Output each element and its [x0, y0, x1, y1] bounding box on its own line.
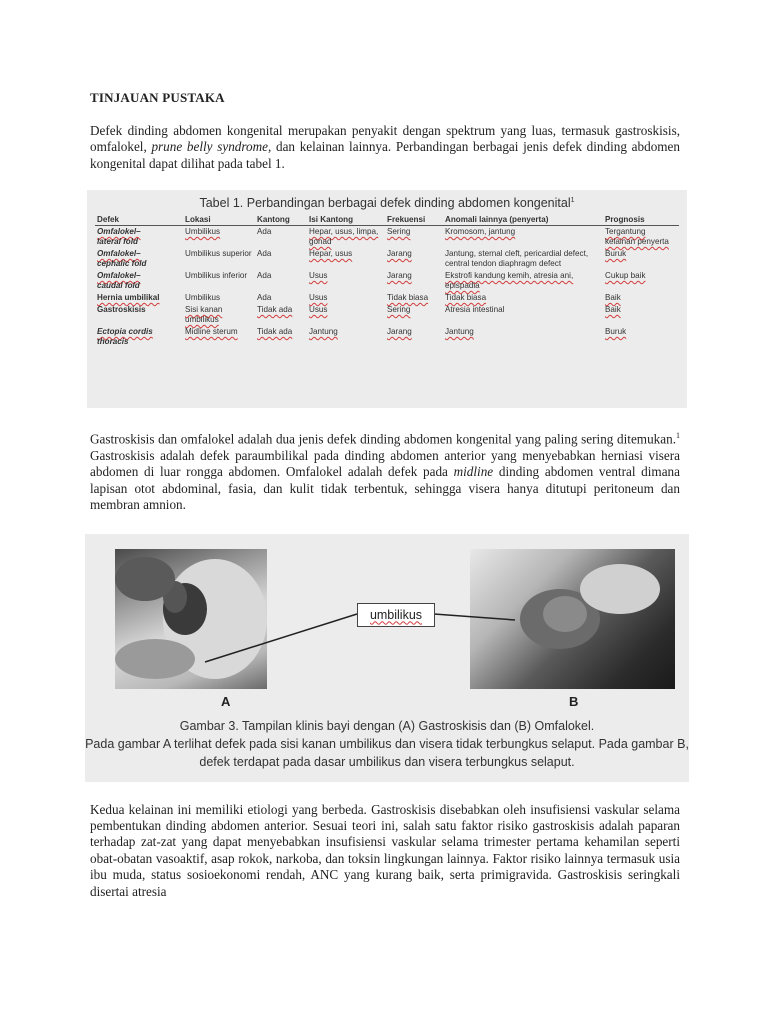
header-cell: Kantong: [255, 214, 307, 226]
cell-anomali: Atresia intestinal: [445, 305, 505, 315]
document-page: [85, 90, 689, 900]
cell-frekuensi: Jarang: [387, 249, 412, 259]
cell-kantong: Ada: [257, 293, 272, 303]
table-row: [95, 326, 679, 348]
cell-kantong: Tidak ada: [257, 327, 293, 337]
cell-kantong: Ada: [257, 227, 272, 237]
cell-lokasi: Midline sterum: [185, 327, 238, 337]
cell-lokasi: Umbilikus: [185, 227, 221, 237]
header-cell: Lokasi: [183, 214, 255, 226]
cell-lokasi: Umbilikus superior: [185, 249, 252, 259]
cell-kantong: Ada: [257, 249, 272, 259]
caption-line: Gambar 3. Tampilan klinis bayi dengan (A) Gastroskisis dan (B) Omfalokel.: [179, 718, 595, 733]
header-cell: Isi Kantong: [307, 214, 385, 226]
label-a: A: [221, 693, 231, 709]
cell-isi: Usus: [309, 271, 328, 281]
cell-lokasi: Sisi kanan umbilikus: [185, 305, 223, 325]
cell-frekuensi: Sering: [387, 227, 411, 237]
caption-line: Pada gambar A terlihat defek pada sisi kanan umbilikus dan visera tidak terbungkus selaput. Pada gambar B,: [85, 736, 689, 751]
cell-prognosis: Buruk: [605, 249, 627, 259]
cell-isi: Jantung: [309, 327, 338, 337]
cell-lokasi: Umbilikus inferior: [185, 271, 248, 281]
cell-isi: Usus: [309, 305, 328, 315]
cell-isi: Usus: [309, 293, 328, 303]
table-title: Tabel 1. Perbandingan berbagai defek dinding abdomen kongenital$^1$: [199, 196, 575, 211]
cell-prognosis: Baik: [605, 293, 621, 303]
paragraph-etiology: Kedua kelainan ini memiliki etiologi yang berbeda. Gastroskisis disebabkan oleh insufisiensi vaskular selama pembentukan dinding abdomen anterior. Sesuai teori ini, salah satu faktor risiko gastroskisis adalah paparan terhadap zat-zat yang dapat menyebabkan insufisiensi vaskular selama trimester pertama kehamilan seperti obat-obatan vasoaktif, asap rokok, narkoba, dan toksin lingkungan lainnya. Faktor risiko lainnya termasuk usia ibu muda, status sosioekonomi rendah, ANC yang kurang baik, serta primigravida. Gastroskisis seringkali disertai atresia: [90, 801, 680, 899]
header-cell: Anomali lainnya (penyerta): [443, 214, 603, 226]
header-cell: Frekuensi: [385, 214, 443, 226]
label-b: B: [569, 693, 579, 709]
footnote-ref: 1: [676, 431, 680, 441]
table-row: [95, 292, 679, 304]
cell-defek: Ectopia cordis thoracis: [97, 327, 153, 347]
italic-term: prune belly syndrome: [151, 139, 268, 155]
table-figure: [87, 190, 687, 408]
table-row: [95, 270, 679, 292]
cell-anomali: Jantung: [445, 327, 474, 337]
figure-caption: [85, 717, 689, 771]
italic-term: midline: [453, 464, 494, 480]
cell-isi: Hepar, usus, limpa, gonad: [309, 227, 379, 247]
cell-anomali: Kromosom, jantung: [445, 227, 516, 237]
text: Defek dinding abdomen kongenital merupakan penyakit dengan spektrum yang luas, termasuk gastroskisis, omfalokel,: [90, 123, 680, 155]
cell-defek: Hernia umbilikal: [97, 293, 160, 303]
table-row: [95, 226, 679, 249]
header-cell: Prognosis: [603, 214, 679, 226]
cell-frekuensi: Tidak biasa: [387, 293, 429, 303]
cell-defek: Omfalokel– cephalic fold: [97, 249, 147, 269]
comparison-table: [95, 214, 679, 348]
cell-lokasi: Umbilikus: [185, 293, 221, 303]
caption-line: defek terdapat pada dasar umbilikus dan visera terbungkus selaput.: [199, 754, 575, 769]
cell-defek: Gastroskisis: [97, 305, 146, 315]
cell-prognosis: Baik: [605, 305, 621, 315]
cell-anomali: Tidak biasa: [445, 293, 487, 303]
table-row: [95, 248, 679, 270]
cell-anomali: Jantung, sternal cleft, pericardial defect, central tendon diaphragm defect: [445, 249, 589, 269]
cell-frekuensi: Sering: [387, 305, 411, 315]
cell-prognosis: Tergantung kelainan penyerta: [605, 227, 669, 247]
section-heading: TINJAUAN PUSTAKA: [90, 90, 225, 105]
cell-defek: Omfalokel– lateral fold: [97, 227, 141, 247]
cell-anomali: Ekstrofi kandung kemih, atresia ani, epispadia: [445, 271, 574, 291]
table-header-row: [95, 214, 679, 226]
cell-prognosis: Cukup baik: [605, 271, 646, 281]
cell-prognosis: Buruk: [605, 327, 627, 337]
cell-frekuensi: Jarang: [387, 271, 412, 281]
cell-frekuensi: Jarang: [387, 327, 412, 337]
clinical-photo-figure: [85, 534, 689, 782]
table-row: [95, 304, 679, 326]
umbilikus-callout: umbilikus: [357, 603, 435, 627]
cell-kantong: Tidak ada: [257, 305, 293, 315]
paragraph-definitions: Gastroskisis dan omfalokel adalah dua jenis defek dinding abdomen kongenital yang paling sering ditemukan.$^1$ Gastroskisis adalah defek paraumbilikal pada dinding abdomen anterior yang menyebabkan herniasi visera abdomen di luar rongga abdomen. Omfalokel adalah defek pada midline dinding abdomen ventral dimana lapisan otot abdominal, fasia, dan kulit tidak terbentuk, sehingga visera hanya ditutupi peritoneum dan membran amnion.: [90, 431, 680, 513]
cell-isi: Hepar, usus: [309, 249, 353, 259]
text: , dan kelainan lainnya. Perbandingan berbagai jenis defek dinding abdomen kongenital dapat dilihat pada tabel 1.: [90, 139, 680, 171]
paragraph-intro: [90, 123, 680, 172]
cell-kantong: Ada: [257, 271, 272, 281]
cell-defek: Omfalokel– caudal fold: [97, 271, 141, 291]
header-cell: Defek: [95, 214, 183, 226]
